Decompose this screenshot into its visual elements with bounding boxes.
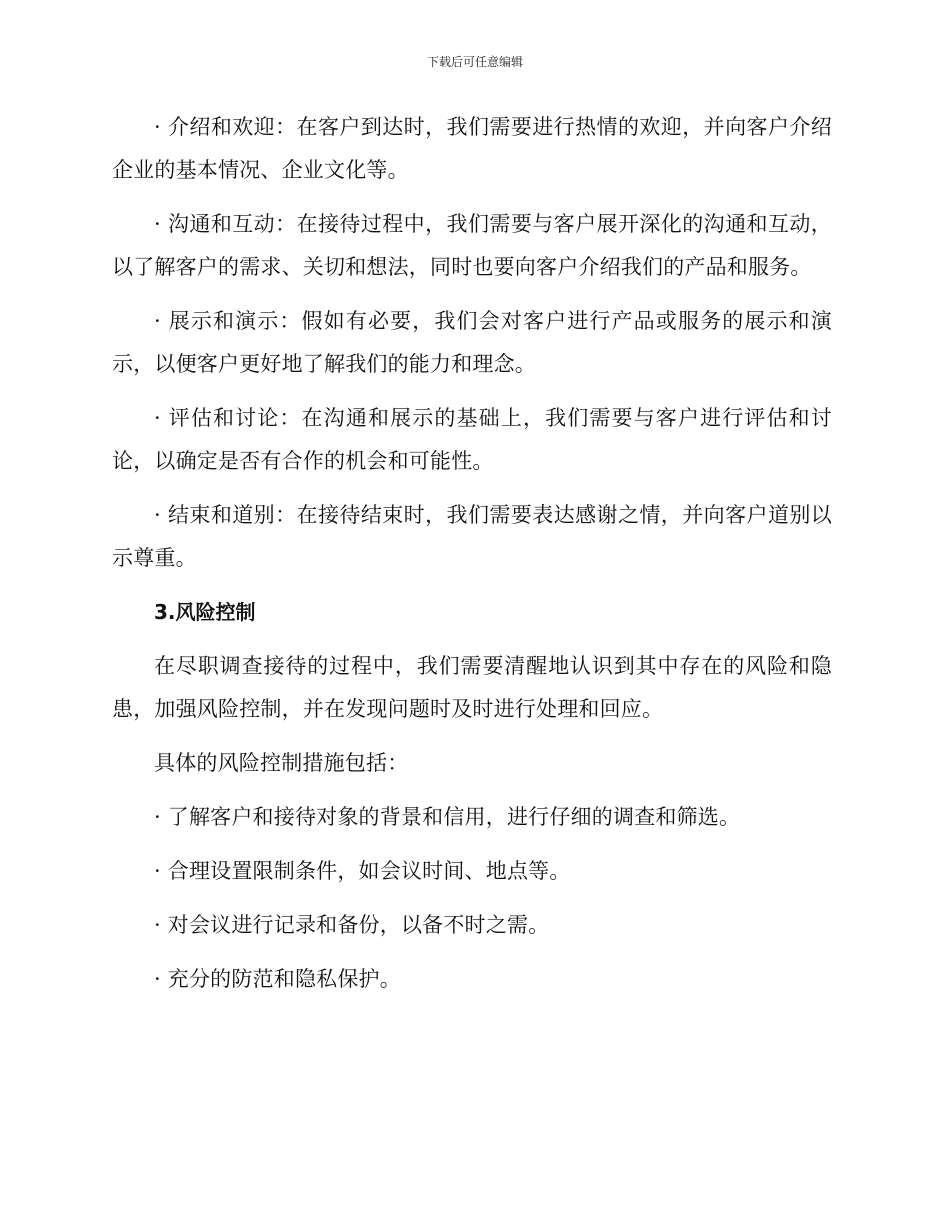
measure-item: · 充分的防范和隐私保护。 (154, 967, 401, 991)
measure-item: · 合理设置限制条件，如会议时间、地点等。 (154, 859, 571, 883)
paragraph-welcome: · 介绍和欢迎：在客户到达时，我们需要进行热情的欢迎，并向客户介绍企业的基本情况、企业文化等。 (112, 115, 832, 182)
section-heading: 3.风险控制 (154, 600, 256, 624)
section-lead: 具体的风险控制措施包括： (154, 751, 409, 775)
document-body (112, 106, 832, 1012)
paragraph-demonstration: · 展示和演示：假如有必要，我们会对客户进行产品或服务的展示和演示，以便客户更好地了解我们的能力和理念。 (112, 309, 832, 376)
paragraph-evaluation: · 评估和讨论：在沟通和展示的基础上，我们需要与客户进行评估和讨论，以确定是否有合作的机会和可能性。 (112, 406, 832, 473)
paragraph-communication: · 沟通和互动：在接待过程中，我们需要与客户展开深化的沟通和互动，以了解客户的需求、关切和想法，同时也要向客户介绍我们的产品和服务。 (112, 212, 832, 279)
measure-item: · 对会议进行记录和备份，以备不时之需。 (154, 913, 550, 937)
section-intro: 在尽职调查接待的过程中，我们需要清醒地认识到其中存在的风险和隐患，加强风险控制，并在发现问题时及时进行处理和回应。 (112, 654, 832, 721)
measure-item: · 了解客户和接待对象的背景和信用，进行仔细的调查和筛选。 (154, 805, 741, 829)
paragraph-farewell: · 结束和道别：在接待结束时，我们需要表达感谢之情，并向客户道别以示尊重。 (112, 503, 832, 570)
page-header: 下载后可任意编辑 (426, 55, 523, 69)
